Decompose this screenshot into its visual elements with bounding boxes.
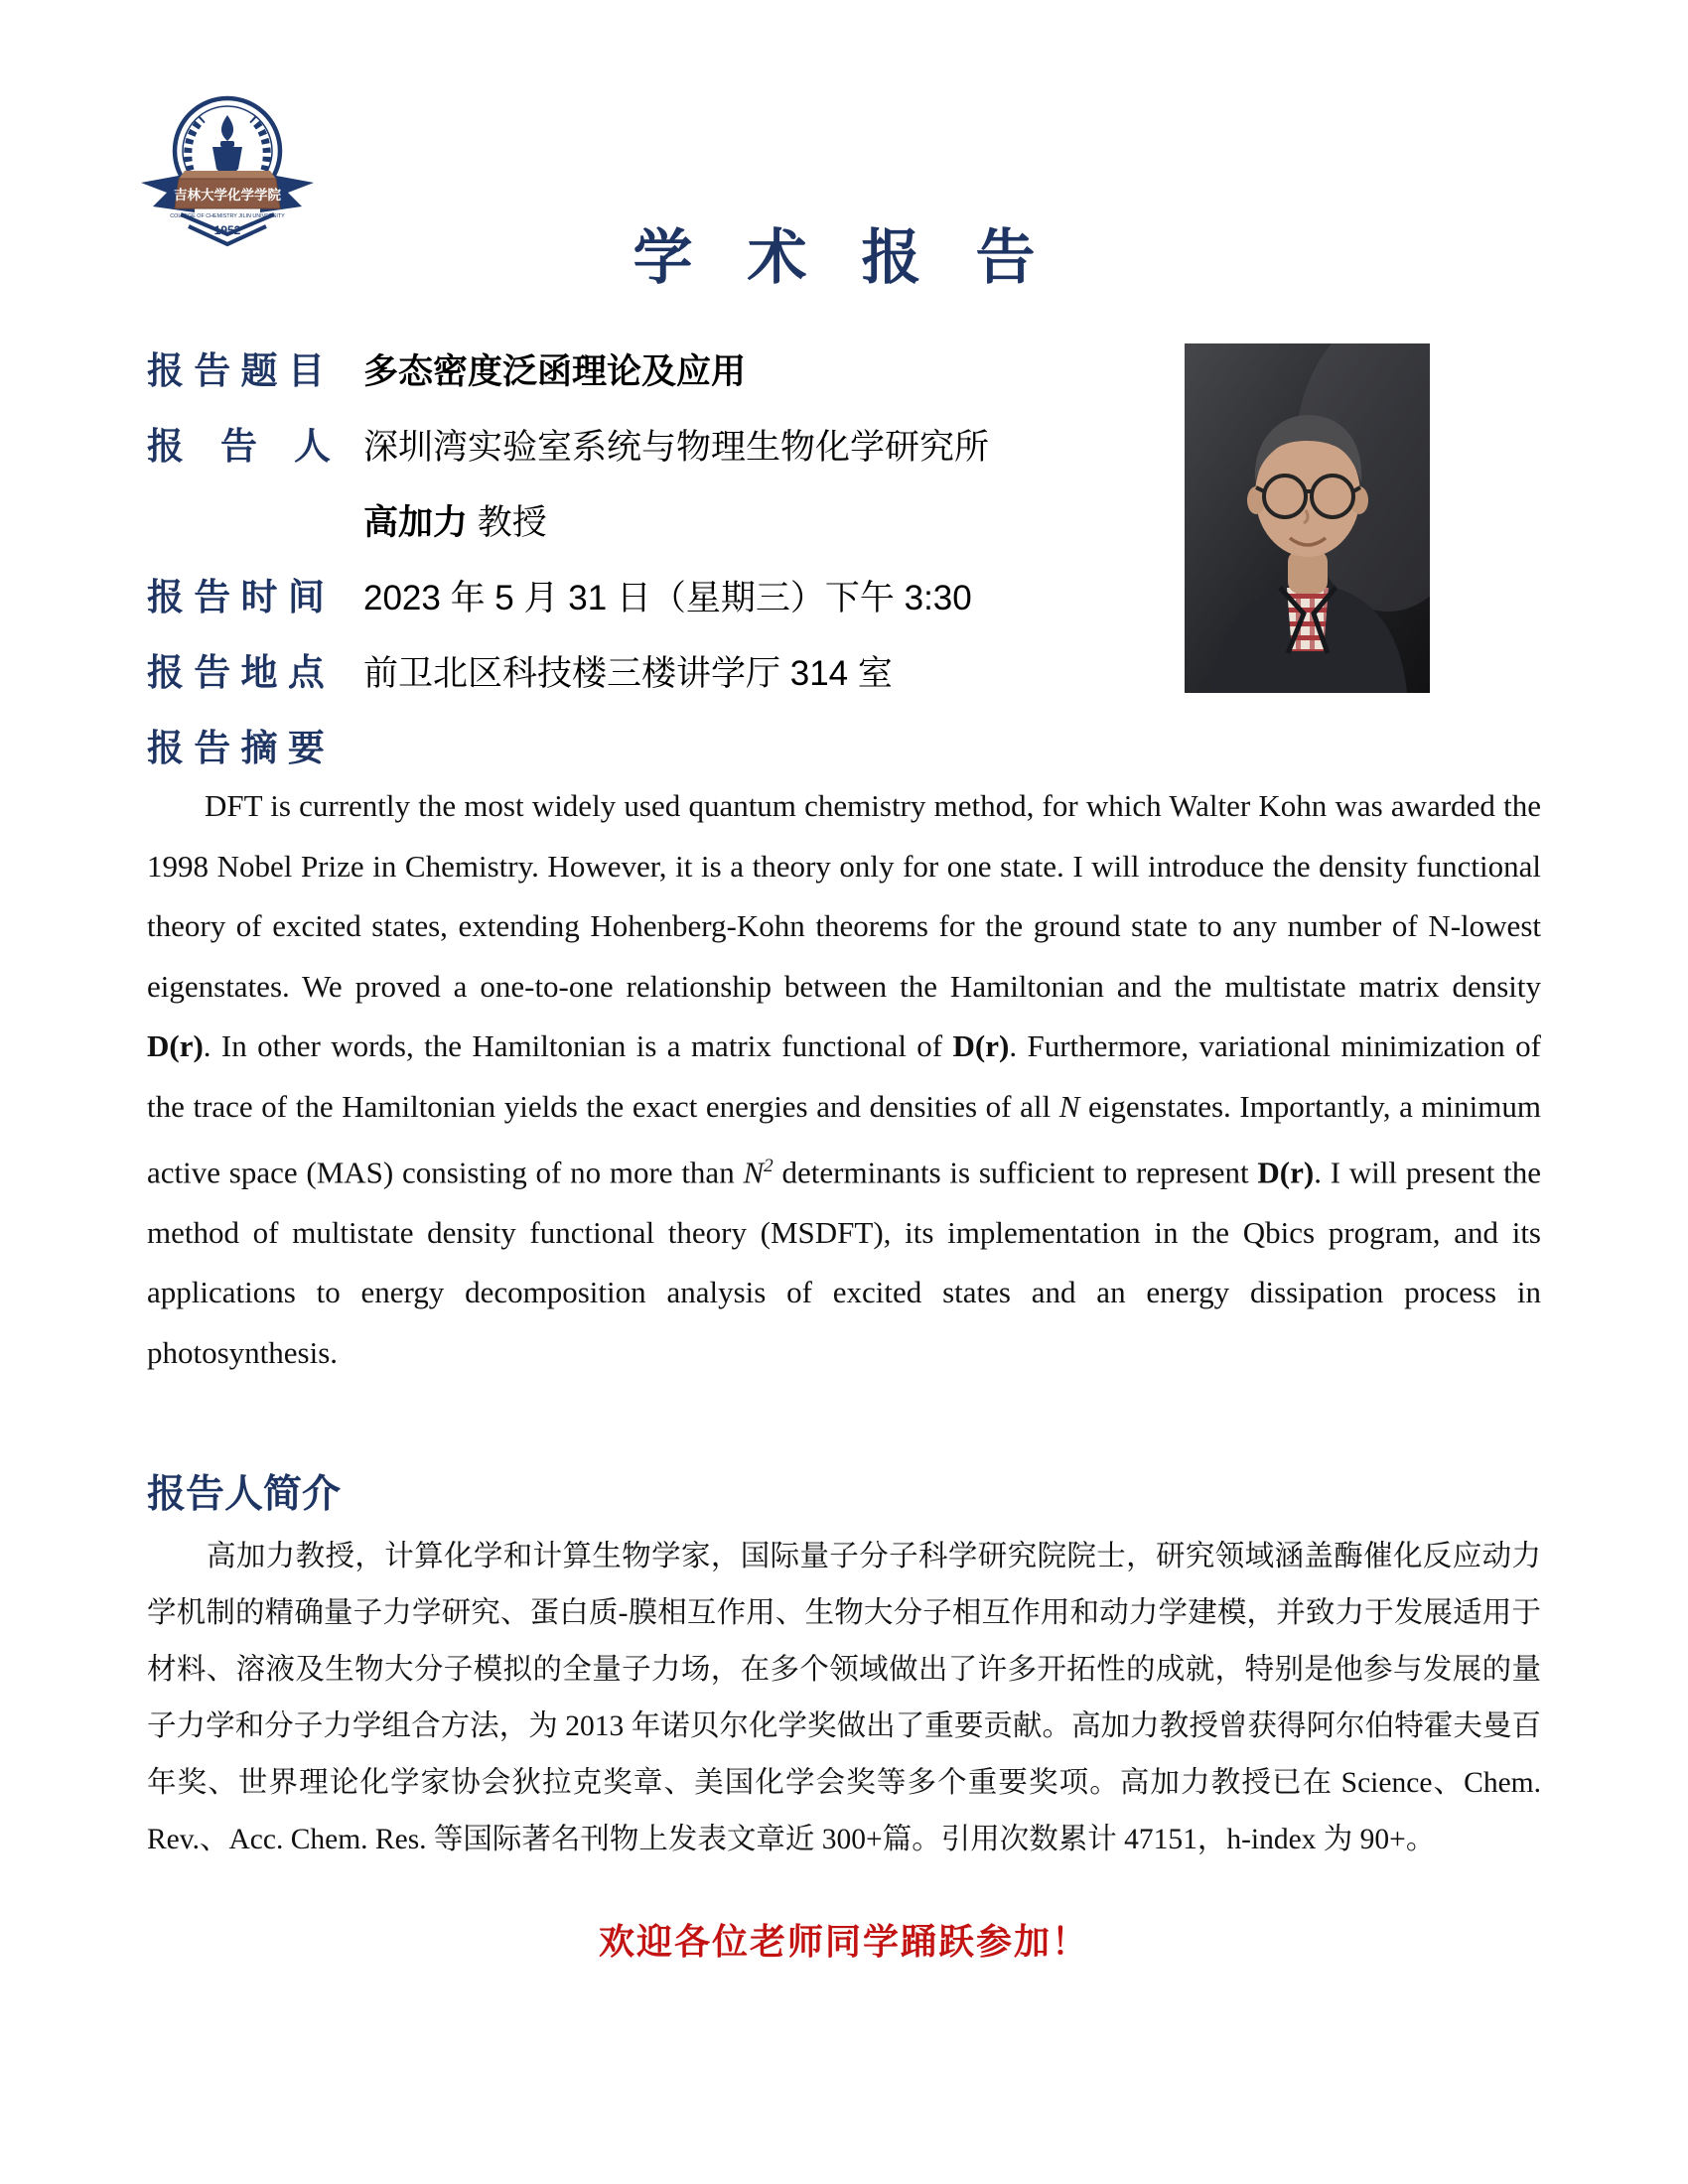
title-row	[147, 349, 1150, 394]
logo-banner-subtext: COLLEGE OF CHEMISTRY JILIN UNIVERSITY	[170, 213, 285, 219]
time-label: 报 告 时 间	[147, 577, 325, 617]
speaker-name: 高加力	[363, 503, 469, 542]
speaker-affiliation: 深圳湾实验室系统与物理生物化学研究所	[363, 428, 990, 467]
time-row	[147, 576, 1150, 620]
abstract-label: 报 告 摘 要	[147, 728, 325, 768]
welcome-line: 欢迎各位老师同学踊跃参加！	[598, 1921, 1089, 1962]
page-title: 学 术 报 告	[633, 225, 1055, 291]
speaker-degree: 教授	[477, 503, 547, 542]
speaker-label: 报 告 人	[147, 426, 331, 467]
venue-value: 前卫北区科技楼三楼讲学厅 314 室	[363, 654, 893, 693]
abstract-label-row	[147, 727, 1150, 770]
speaker-photo	[1185, 343, 1430, 693]
speaker-name-row	[147, 500, 1150, 545]
title-label: 报 告 题 目	[147, 350, 325, 391]
bio-paragraph: 高加力教授，计算化学和计算生物学家，国际量子分子科学研究院院士，研究领域涵盖酶催化反应动力学机制的精确量子力学研究、蛋白质-膜相互作用、生物大分子相互作用和动力学建模，并致力于发展适用于材料、溶液及生物大分子模拟的全量子力场，在多个领域做出了许多开拓性的成就，特别是他参与发展的量子力学和分子力学组合方法，为 2013 年诺贝尔化学奖做出了重要贡献。高加力教授曾获得阿尔伯特霍夫曼百年奖、世界理论化学家协会狄拉克奖章、美国化学会奖等多个重要奖项。高加力教授已在 Science、Chem. Rev.、Acc. Chem. Res. 等国际著名刊物上发表文章近 300+篇。引用次数累计 47151，h-index 为 90+。	[147, 1541, 1541, 1855]
speaker-portrait-image	[1185, 343, 1430, 693]
venue-label: 报 告 地 点	[147, 652, 325, 693]
seminar-info	[147, 349, 1150, 801]
abstract-paragraph: DFT is currently the most widely used quantum chemistry method, for which Walter Kohn was awarded the 1998 Nobel Prize in Chemistry. However, it is a theory only for one state. I will introduce the density functional theory of excited states, extending Hohenberg-Kohn theorems for the ground state to any number of N-lowest eigenstates. We proved a one-to-one relationship between the Hamiltonian and the multistate matrix density D(r). In other words, the Hamiltonian is a matrix functional of D(r). Furthermore, variational minimization of the trace of the Hamiltonian yields the exact energies and densities of all N eigenstates. Importantly, a minimum active space (MAS) consisting of no more than $N^2$ determinants is sufficient to represent D(r). I will present the method of multistate density functional theory (MSDFT), its implementation in the Qbics program, and its applications to energy decomposition analysis of excited states and an energy dissipation process in photosynthesis.	[147, 788, 1542, 1370]
logo-banner-text: 吉林大学化学学院	[174, 188, 281, 203]
venue-row	[147, 651, 1150, 696]
time-value: 2023 年 5 月 31 日（星期三）下午 3:30	[363, 579, 972, 617]
title-value: 多态密度泛函理论及应用	[363, 352, 747, 391]
bio-heading: 报告人简介	[147, 1473, 342, 1516]
speaker-row	[147, 425, 1150, 470]
lamp-icon	[212, 147, 242, 174]
logo-year: 1952	[213, 223, 241, 237]
